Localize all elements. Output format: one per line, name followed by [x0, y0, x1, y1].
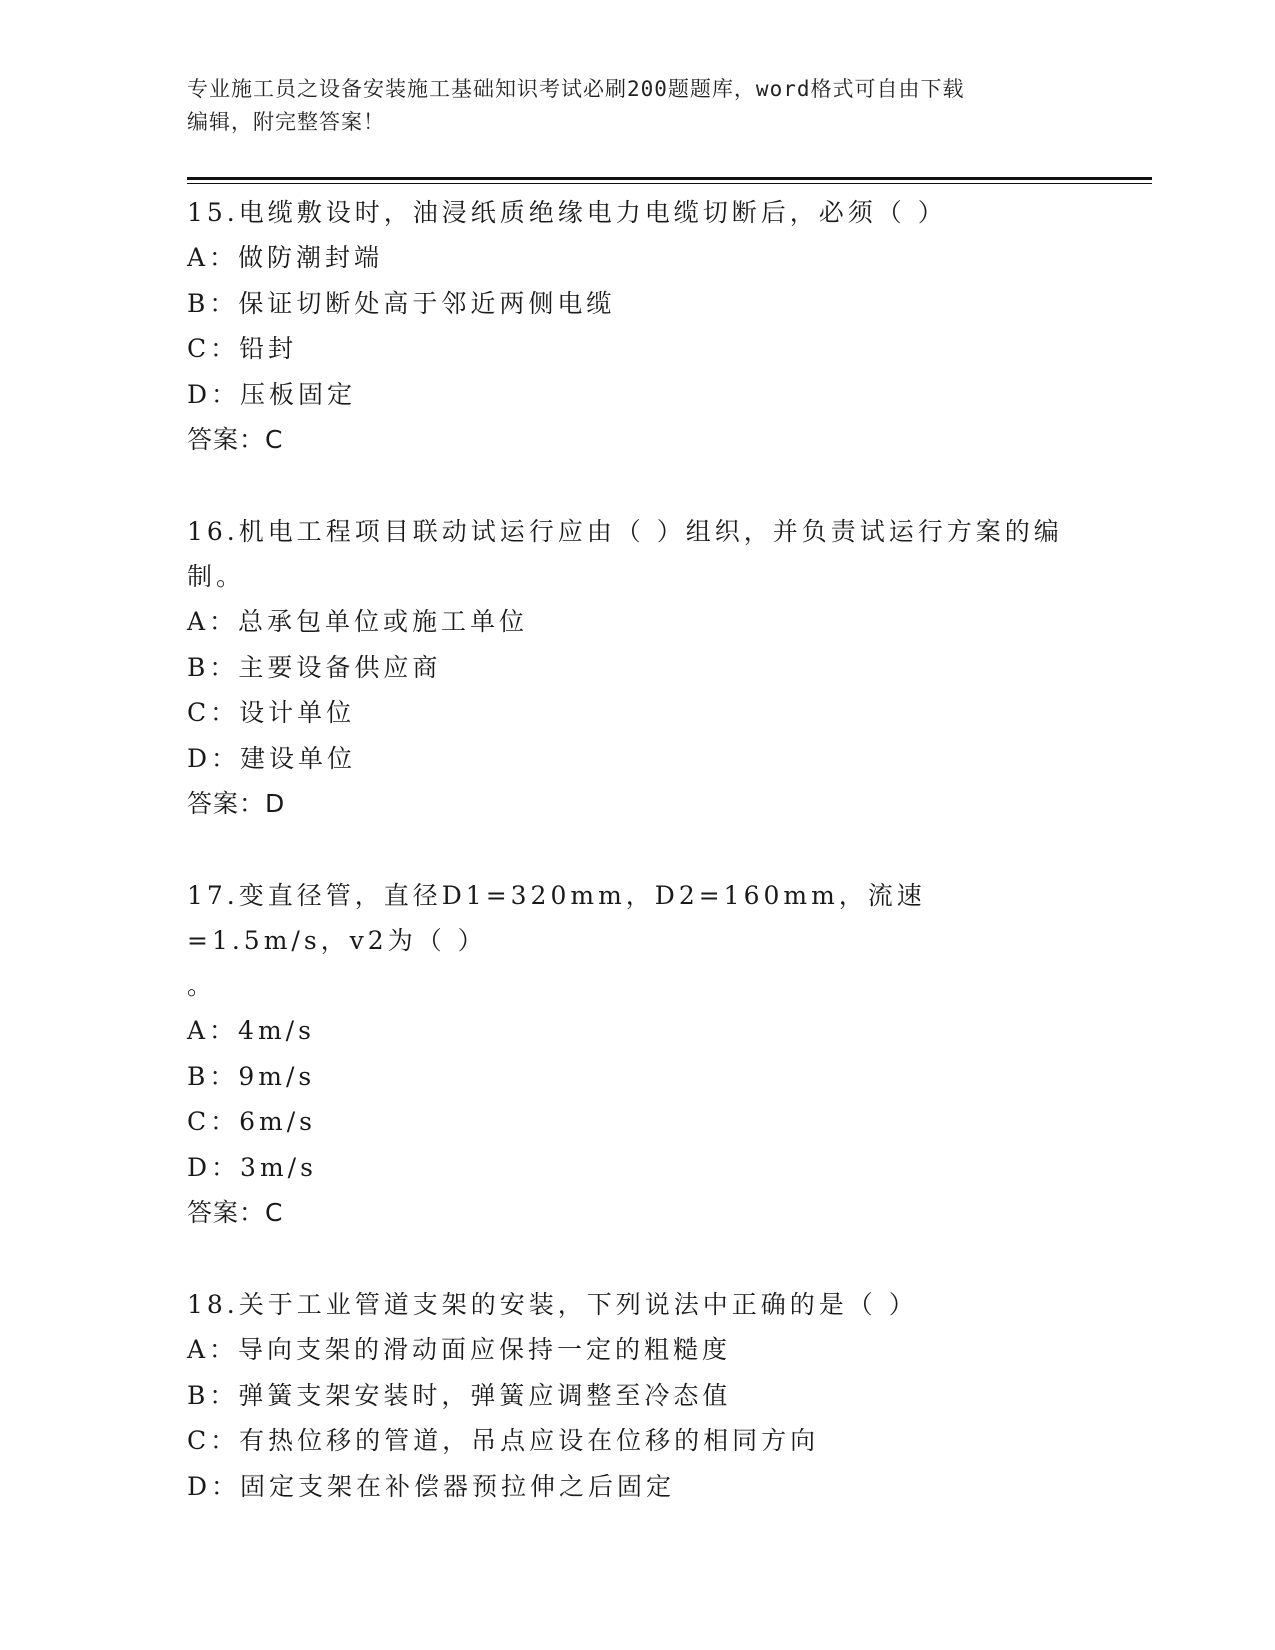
answer-text: 答案：C	[187, 425, 284, 454]
option-c: C：6m/s	[187, 1107, 316, 1136]
option-d: D：3m/s	[187, 1152, 317, 1182]
question-stem: 18.关于工业管道支架的安装，下列说法中正确的是（ ）	[187, 1290, 918, 1319]
question-gap	[187, 1236, 1067, 1282]
question-gap	[187, 463, 1067, 509]
question-block	[187, 1282, 1067, 1509]
question-block	[187, 873, 1067, 1236]
document-header	[187, 73, 1067, 139]
option-a: A：4m/s	[187, 1016, 315, 1045]
option-c: C：设计单位	[187, 698, 356, 727]
header-divider-thin	[187, 183, 1152, 184]
option-c: C：铅封	[187, 334, 298, 363]
option-d: D：固定支架在补偿器预拉伸之后固定	[187, 1471, 676, 1501]
question-gap	[187, 827, 1067, 873]
option-a: A：总承包单位或施工单位	[187, 607, 529, 636]
header-divider-thick	[187, 177, 1152, 180]
option-b: B：保证切断处高于邻近两侧电缆	[187, 288, 616, 318]
question-list	[187, 190, 1067, 1509]
option-a: A：导向支架的滑动面应保持一定的粗糙度	[187, 1335, 732, 1364]
option-d: D：建设单位	[187, 743, 357, 773]
option-d: D：压板固定	[187, 379, 357, 409]
option-b: B：主要设备供应商	[187, 652, 442, 682]
option-b: B：9m/s	[187, 1061, 316, 1091]
header-line-2: 编辑，附完整答案！	[187, 110, 385, 134]
question-block	[187, 190, 1067, 463]
question-stem: 15.电缆敷设时，油浸纸质绝缘电力电缆切断后，必须（ ）	[187, 198, 947, 227]
question-stem-continued: 。	[187, 971, 217, 1000]
question-stem-continued: 制。	[187, 562, 246, 591]
answer-text: 答案：D	[187, 789, 286, 818]
header-line-1: 专业施工员之设备安装施工基础知识考试必刷200题题库，word格式可自由下载	[187, 77, 965, 101]
option-c: C：有热位移的管道，吊点应设在位移的相同方向	[187, 1426, 820, 1455]
question-block	[187, 509, 1067, 827]
answer-text: 答案：C	[187, 1198, 284, 1227]
option-b: B：弹簧支架安装时，弹簧应调整至冷态值	[187, 1380, 732, 1410]
option-a: A：做防潮封端	[187, 243, 384, 272]
question-stem: 17.变直径管，直径D1=320mm，D2=160mm，流速=1.5m/s，v2为（ ）	[187, 881, 926, 955]
question-stem: 16.机电工程项目联动试运行应由（ ）组织，并负责试运行方案的编	[187, 517, 1063, 546]
